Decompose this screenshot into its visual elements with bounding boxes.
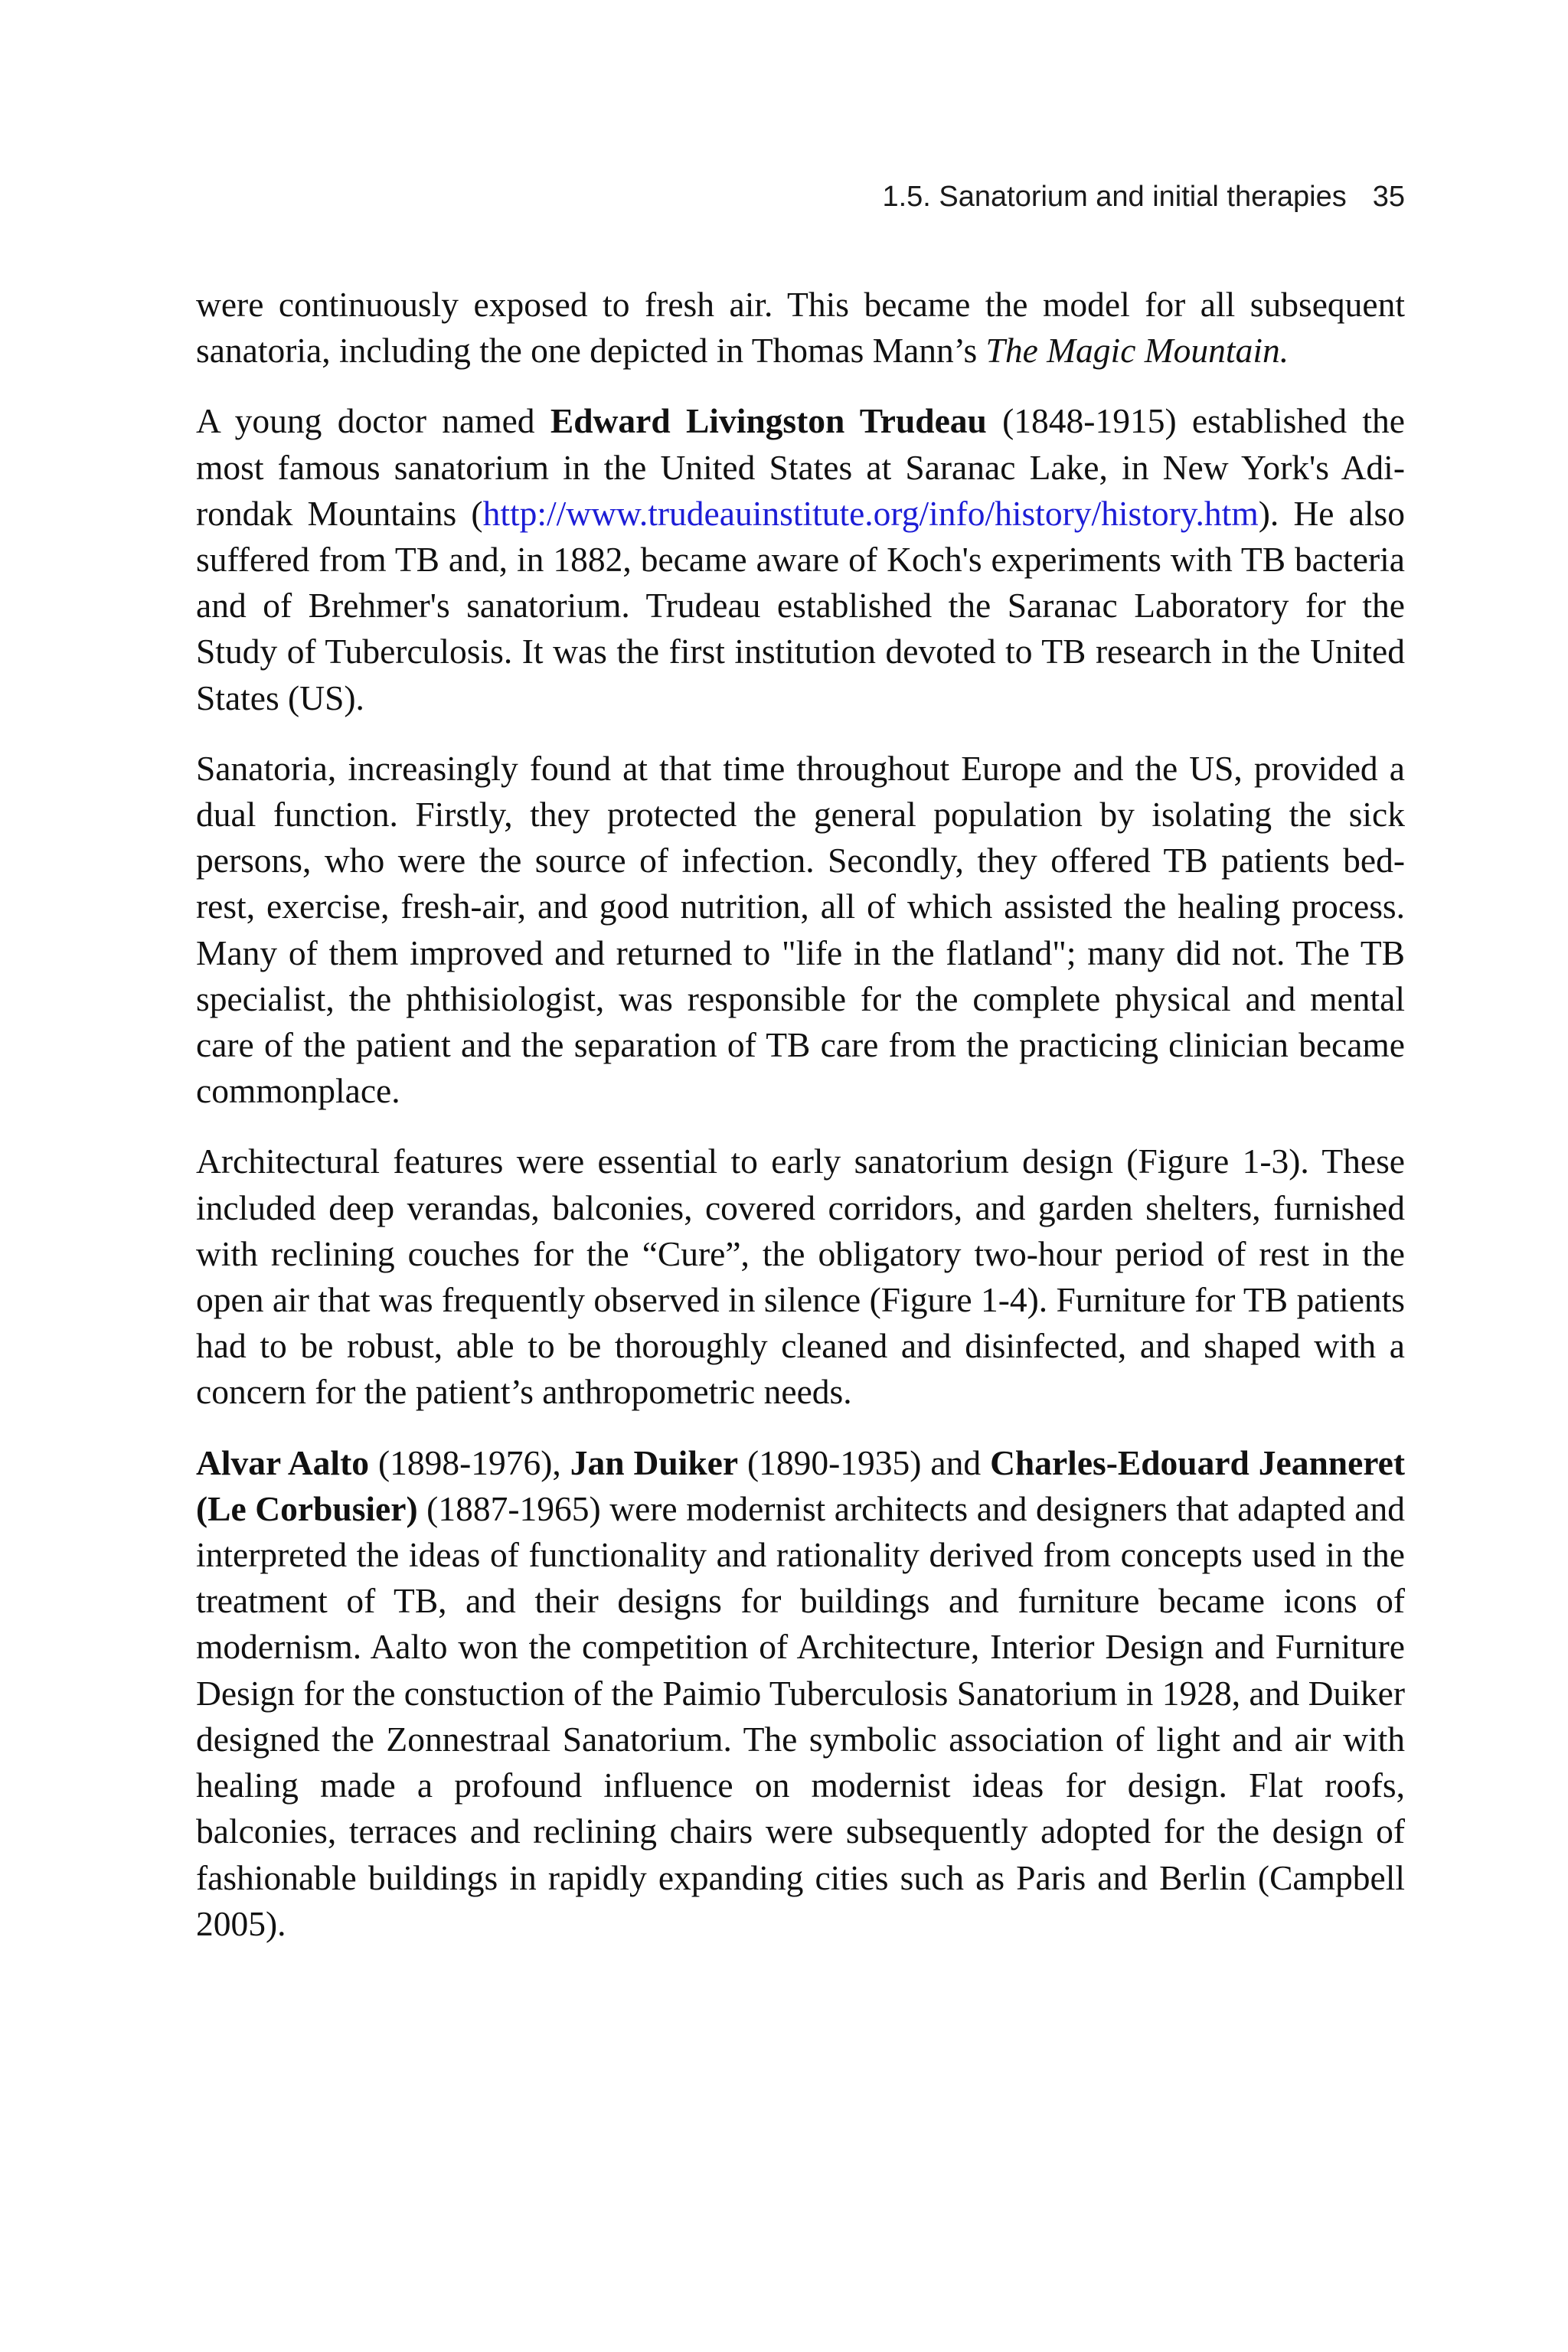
paragraph-2-text-a: A young doctor named: [196, 401, 550, 441]
paragraph-1-text: were continuously exposed to fresh air. This became the model for all subsequent sanatoria, including the one depicted in Thomas Mann’s: [196, 285, 1405, 371]
page-number: 35: [1372, 181, 1405, 213]
paragraph-4: Architectural features were essential to early sanatorium design (Figure 1-3). These included deep verandas, balconies, covered corridors, and garden shelters, furnished with reclining couches for the “Cure”, the obligatory two-hour period of rest in the open air that was frequently observed in silence (Figure 1-4). Furniture for TB patients had to be robust, able to be thoroughly cleaned and disinfected, and shaped with a concern for the patient’s anthropometric needs.: [196, 1142, 1405, 1412]
person-name-trudeau: Edward Livingston Trudeau: [550, 401, 987, 441]
paragraph-5-text-b: (1890-1935) and: [738, 1442, 991, 1482]
paragraph-2-text-c: ). He also suffered from TB and, in 1882, became aware of Koch's experiments with TB bacteria and of Brehmer's sanatorium. Trudeau established the Saranac Laboratory for the Study of Tuberculosis. It was the first institution devoted to TB research in the United States (US).: [196, 493, 1406, 717]
person-name-le-corbusier: Charles-Edouard Jeanneret (Le Corbusier): [196, 1442, 1406, 1528]
paragraph-5-text-a: (1898-1976),: [368, 1442, 570, 1482]
body-text: [196, 282, 1405, 1971]
paragraph-1: [196, 282, 1405, 374]
paragraph-5-text-c: (1887-1965) were modernist architects and designers that adapted and interpreted the ideas of functionality and rationality derived from concepts used in the treatment of TB, and their designs for buildings and furniture became icons of modernism. Aalto won the competition of Architecture, Interior Design and Furniture Design for the constuction of the Paimio Tuberculosis Sanatorium in 1928, and Duiker designed the Zonnestraal Sanatorium. The symbolic association of light and air with healing made a profound influence on modernist ideas for design. Flat roofs, balconies, terraces and reclining chairs were subsequently adopted for the design of fashionable buildings in rapidly expanding cities such as Paris and Berlin (Campbell 2005).: [196, 1488, 1405, 1943]
paragraph-2: [196, 398, 1405, 720]
book-title: The Magic Mountain.: [985, 331, 1289, 371]
paragraph-3: Sanatoria, increasingly found at that time throughout Europe and the US, provided a dual function. Firstly, they protected the general population by isolating the sick persons, who were the source of infection. Secondly, they offered TB patients bed-rest, exercise, fresh-air, and good nutrition, all of which assisted the healing process. Many of them improved and returned to "life in the flatland"; many did not. The TB specialist, the phthisiologist, was responsible for the complete physical and mental care of the patient and the separation of TB care from the practicing clinician became commonplace.: [196, 748, 1405, 1111]
running-header: [882, 181, 1405, 214]
section-title: 1.5. Sanatorium and initial therapies: [882, 181, 1347, 213]
history-link[interactable]: http://www.trudeauinstitute.org/info/history/history.htm: [482, 493, 1259, 533]
paragraph-2-text-b: (1848-1915) established the most famous sanatorium in the United States at Saranac Lake, in New York's Adirondak Mountains (: [196, 401, 1405, 533]
paragraph-5: [196, 1440, 1405, 1947]
person-name-duiker: Jan Duiker: [570, 1442, 739, 1482]
person-name-aalto: Alvar Aalto: [196, 1442, 369, 1482]
